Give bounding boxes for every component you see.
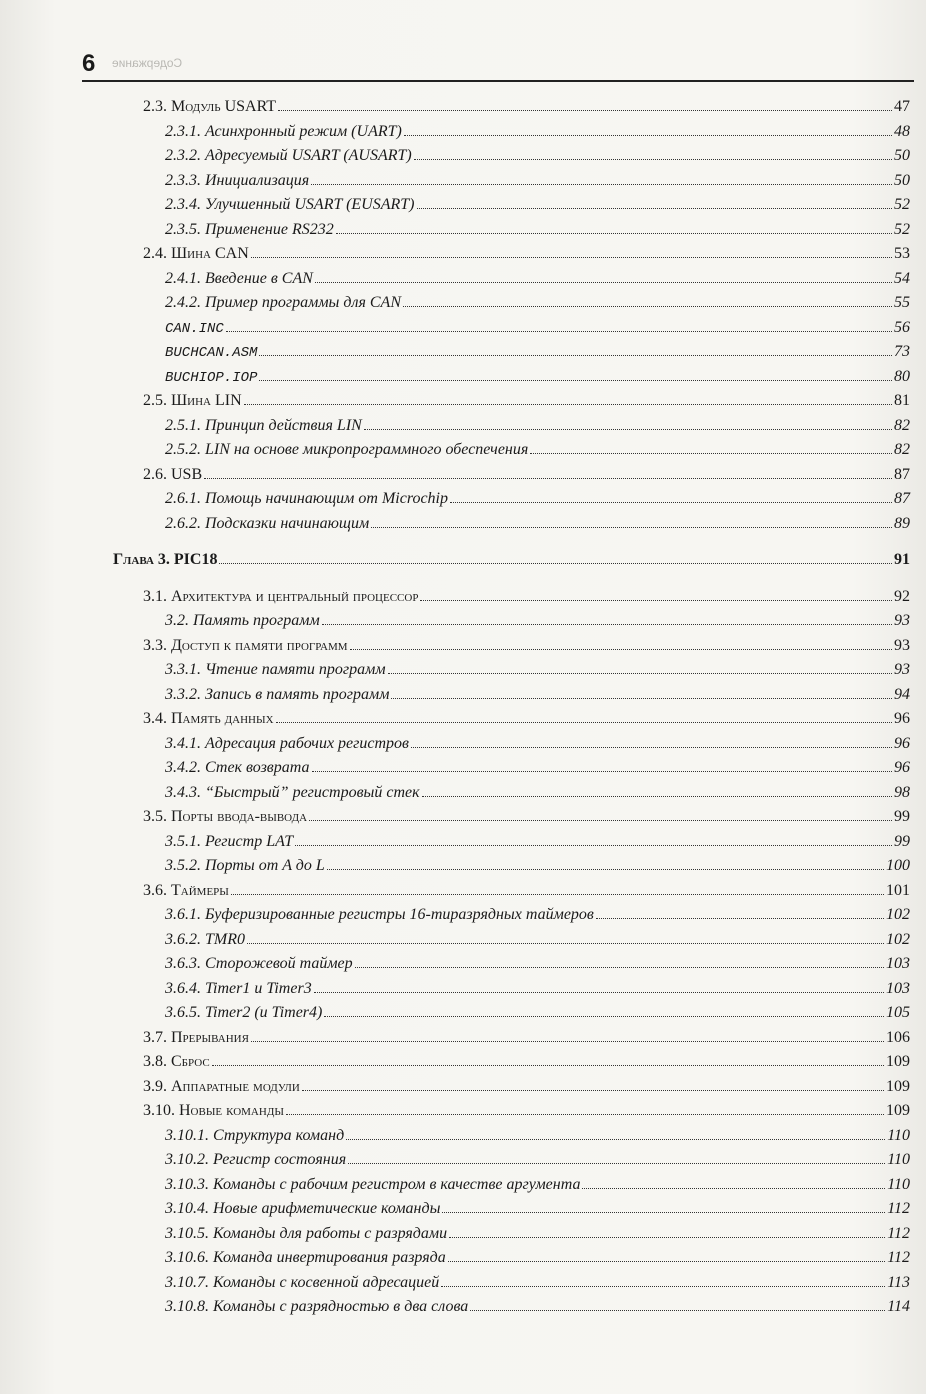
toc-entry[interactable] [113, 784, 910, 809]
toc-entry-page: 94 [894, 685, 910, 703]
toc-entry[interactable] [113, 686, 910, 711]
toc-entry-page: 112 [887, 1249, 910, 1266]
toc-entry-page: 99 [894, 832, 910, 850]
toc-entry[interactable] [113, 637, 910, 662]
toc-entry-page: 103 [886, 979, 910, 997]
dot-leader [311, 184, 892, 185]
toc-entry-page: 52 [894, 220, 910, 238]
toc-entry-title: 3.3. Доступ к памяти программ [143, 636, 348, 654]
toc-entry-title: 3.5.1. Регистр LAT [165, 832, 294, 850]
toc-entry-page: 110 [887, 1126, 910, 1144]
dot-leader [324, 1016, 884, 1017]
dot-leader [322, 624, 892, 625]
dot-leader [336, 233, 892, 234]
toc-entry[interactable] [113, 123, 910, 148]
dot-leader [355, 967, 884, 968]
dot-leader [470, 1310, 885, 1311]
toc-entry[interactable] [113, 490, 910, 515]
toc-entry-title: 2.3.4. Улучшенный USART (EUSART) [165, 196, 415, 213]
dot-leader [302, 1090, 884, 1091]
toc-entry-title: 2.3.2. Адресуемый USART (AUSART) [165, 147, 412, 164]
toc-entry-title: 2.4.1. Введение в CAN [165, 269, 313, 287]
toc-entry-title: 3.9. Аппаратные модули [143, 1077, 300, 1095]
toc-entry-page: 52 [894, 196, 910, 213]
toc-entry-page: 102 [886, 930, 910, 948]
toc-entry[interactable] [113, 1102, 910, 1127]
toc-entry-page: 93 [894, 661, 910, 678]
toc-entry-page: 56 [894, 318, 910, 336]
dot-leader [295, 845, 892, 846]
toc-entry[interactable] [113, 98, 910, 123]
toc-entry-title: 3.10. Новые команды [143, 1102, 284, 1119]
dot-leader [404, 135, 892, 136]
dot-leader [204, 478, 892, 479]
dot-leader [391, 698, 892, 699]
toc-entry[interactable] [113, 612, 910, 637]
toc-entry-page: 99 [894, 808, 910, 825]
toc-entry[interactable] [113, 515, 910, 540]
dot-leader [582, 1188, 885, 1189]
toc-entry[interactable] [113, 1029, 910, 1054]
toc-entry[interactable] [113, 1053, 910, 1078]
toc-entry[interactable] [113, 588, 910, 613]
dot-leader [422, 796, 892, 797]
toc-entry-title: 3.10.5. Команды для работы с разрядами [165, 1224, 448, 1242]
toc-entry[interactable] [113, 294, 910, 319]
toc-entry[interactable] [113, 759, 910, 784]
toc-entry[interactable] [113, 661, 910, 686]
toc-entry-page: 106 [886, 1028, 910, 1046]
toc-entry-title: 3.10.8. Команды с разрядностью в два слова [165, 1298, 469, 1315]
dot-leader [442, 1212, 885, 1213]
toc-entry-page: 82 [894, 416, 910, 434]
toc-entry-title: 3.4. Память данных [143, 710, 274, 727]
toc-entry-title: 2.5.1. Принцип действия LIN [165, 416, 362, 434]
toc-entry-page: 100 [886, 857, 910, 874]
toc-entry[interactable] [113, 368, 910, 393]
toc-entry[interactable] [113, 1176, 910, 1201]
toc-entry[interactable] [113, 955, 910, 980]
toc-entry-page: 105 [886, 1004, 910, 1021]
dot-leader [371, 527, 892, 528]
dot-leader [388, 673, 892, 674]
dot-leader [596, 918, 884, 919]
toc-entry[interactable] [113, 417, 910, 442]
toc-entry[interactable] [113, 1274, 910, 1299]
dot-leader [251, 257, 892, 258]
toc-entry[interactable] [113, 808, 910, 833]
toc-entry-title: 3.10.3. Команды с рабочим регистром в качестве аргумента [165, 1175, 581, 1193]
toc-entry-page: 87 [894, 465, 910, 483]
toc-entry-title: 3.4.1. Адресация рабочих регистров [165, 734, 409, 752]
toc-entry[interactable] [113, 196, 910, 221]
toc-entry-title: 3.8. Сброс [143, 1053, 210, 1070]
toc-entry-page: 112 [887, 1224, 910, 1242]
toc-entry-title: 3.4.3. “Быстрый” регистровый стек [165, 783, 420, 801]
dot-leader [449, 1237, 885, 1238]
header-rule [82, 80, 914, 82]
dot-leader [226, 331, 892, 332]
toc-entry[interactable] [113, 1298, 910, 1323]
toc-entry-title: 3.7. Прерывания [143, 1028, 249, 1046]
toc-entry-title: 2.3.1. Асинхронный режим (UART) [165, 122, 402, 140]
toc-entry[interactable] [113, 466, 910, 491]
toc-entry-page: 47 [894, 98, 910, 115]
toc-entry[interactable] [113, 1078, 910, 1103]
dot-leader [346, 1139, 885, 1140]
toc-entry-page: 91 [894, 551, 910, 568]
dot-leader [420, 600, 892, 601]
toc-entry-page: 102 [886, 906, 910, 923]
dot-leader [314, 992, 884, 993]
toc-entry-title: 3.2. Память программ [165, 612, 320, 629]
toc-entry-title: 3.6.5. Timer2 (и Timer4) [165, 1004, 323, 1021]
toc-entry-title: 3.5. Порты ввода-вывода [143, 808, 308, 825]
dot-leader [278, 110, 892, 111]
toc-entry[interactable] [113, 319, 910, 344]
toc-entry-title: 3.10.2. Регистр состояния [165, 1151, 347, 1168]
toc-entry[interactable] [113, 882, 910, 907]
dot-leader [259, 355, 892, 356]
toc-entry-page: 96 [894, 759, 910, 776]
toc-entry-title: 3.5.2. Порты от A до L [165, 857, 325, 874]
toc-entry-page: 50 [894, 147, 910, 164]
toc-entry-page: 101 [886, 881, 910, 899]
toc-entry-title: 2.3. Модуль USART [143, 98, 277, 115]
dot-leader [414, 159, 892, 160]
dot-leader [315, 282, 892, 283]
toc-entry-title: 3.10.4. Новые арифметические команды [165, 1200, 441, 1217]
toc-entry-title: 2.5.2. LIN на основе микропрограммного обеспечения [165, 441, 529, 458]
dot-leader [312, 771, 893, 772]
toc-entry-page: 98 [894, 783, 910, 801]
dot-leader [231, 894, 884, 895]
toc-entry-title: 2.4.2. Пример программы для CAN [165, 294, 401, 311]
toc-entry-page: 48 [894, 122, 910, 140]
toc-entry-page: 92 [894, 587, 910, 605]
toc-entry-title: 3.4.2. Стек возврата [165, 759, 310, 776]
running-head: Содержание [112, 56, 183, 70]
toc-entry-title: 3.10.7. Команды с косвенной адресацией [165, 1273, 440, 1291]
toc-entry-title: 3.6.1. Буферизированные регистры 16-тиразрядных таймеров [165, 906, 594, 923]
toc-entry-page: 93 [894, 612, 910, 629]
dot-leader [403, 306, 892, 307]
toc-entry-page: 96 [894, 734, 910, 752]
toc-entry[interactable] [113, 1004, 910, 1029]
page-number: 6 [82, 50, 96, 77]
toc-entry-page: 109 [886, 1102, 910, 1119]
page-header [82, 50, 912, 84]
toc-entry-title: 3.3.1. Чтение памяти программ [165, 661, 386, 678]
dot-leader [212, 1065, 884, 1066]
toc-entry[interactable] [113, 833, 910, 858]
dot-leader [276, 722, 892, 723]
toc-entry-page: 87 [894, 490, 910, 507]
toc-entry-title: 3.6. Таймеры [143, 881, 229, 899]
toc-entry-title: CAN.INC [165, 320, 224, 337]
toc-entry[interactable] [113, 172, 910, 197]
dot-leader [448, 1261, 885, 1262]
toc-entry-page: 82 [894, 441, 910, 458]
toc-entry-title: BUCHIOP.IOP [165, 369, 258, 386]
toc-entry[interactable] [113, 245, 910, 270]
dot-leader [251, 1041, 884, 1042]
dot-leader [348, 1163, 885, 1164]
toc-entry-page: 81 [894, 392, 910, 409]
toc-entry[interactable] [113, 441, 910, 466]
toc-entry[interactable] [113, 343, 910, 368]
toc-entry-title: 2.6.2. Подсказки начинающим [165, 514, 370, 532]
toc-entry-page: 114 [887, 1298, 910, 1315]
toc-entry[interactable] [113, 392, 910, 417]
toc-entry-page: 55 [894, 294, 910, 311]
toc-entry[interactable] [113, 710, 910, 735]
toc-entry[interactable] [113, 1225, 910, 1250]
dot-leader [450, 502, 892, 503]
toc-entry[interactable] [113, 221, 910, 246]
toc-entry[interactable] [113, 735, 910, 760]
toc-entry-page: 50 [894, 171, 910, 189]
table-of-contents [113, 98, 910, 1323]
toc-entry-title: 2.3.5. Применение RS232 [165, 220, 334, 238]
dot-leader [327, 869, 884, 870]
toc-entry-page: 110 [887, 1175, 910, 1193]
dot-leader [244, 404, 892, 405]
toc-entry-page: 109 [886, 1053, 910, 1070]
toc-entry-page: 112 [887, 1200, 910, 1217]
toc-entry-page: 54 [894, 269, 910, 287]
toc-entry-page: 80 [894, 367, 910, 385]
toc-entry-title: BUCHCAN.ASM [165, 345, 258, 361]
toc-entry-title: 3.10.6. Команда инвертирования разряда [165, 1249, 446, 1266]
toc-entry-title: 3.6.4. Timer1 и Timer3 [165, 979, 312, 997]
toc-entry-page: 109 [886, 1077, 910, 1095]
toc-entry-page: 110 [887, 1151, 910, 1168]
dot-leader [309, 820, 892, 821]
dot-leader [364, 429, 892, 430]
toc-entry-title: 3.10.1. Структура команд [165, 1126, 345, 1144]
toc-entry-title: 2.4. Шина CAN [143, 245, 249, 262]
toc-entry-page: 93 [894, 636, 910, 654]
dot-leader [411, 747, 892, 748]
toc-entry-page: 53 [894, 245, 910, 262]
toc-entry[interactable] [113, 1200, 910, 1225]
toc-entry-title: 2.6.1. Помощь начинающим от Microchip [165, 490, 448, 507]
toc-entry-title: 3.6.2. TMR0 [165, 930, 245, 948]
toc-entry[interactable] [113, 270, 910, 295]
toc-entry[interactable] [113, 857, 910, 882]
toc-entry-title: 3.3.2. Запись в память программ [165, 685, 390, 703]
toc-chapter-row[interactable] [113, 551, 910, 576]
dot-leader [530, 453, 892, 454]
toc-entry-title: 3.6.3. Сторожевой таймер [165, 955, 353, 972]
dot-leader [286, 1114, 884, 1115]
toc-entry-title: 3.1. Архитектура и центральный процессор [143, 587, 419, 605]
toc-entry-page: 103 [886, 955, 910, 972]
toc-entry[interactable] [113, 1249, 910, 1274]
dot-leader [441, 1286, 885, 1287]
toc-entry-title: 2.3.3. Инициализация [165, 171, 310, 189]
dot-leader [259, 380, 892, 381]
toc-entry-title: 2.6. USB [143, 465, 203, 483]
toc-entry-page: 113 [887, 1273, 910, 1291]
dot-leader [417, 208, 893, 209]
toc-entry[interactable] [113, 980, 910, 1005]
toc-entry-title: 2.5. Шина LIN [143, 392, 242, 409]
toc-entry-title: Глава 3. PIC18 [113, 551, 218, 568]
toc-entry[interactable] [113, 931, 910, 956]
dot-leader [247, 943, 884, 944]
toc-entry-page: 89 [894, 514, 910, 532]
toc-entry-page: 73 [894, 343, 910, 360]
toc-entry[interactable] [113, 906, 910, 931]
toc-entry[interactable] [113, 147, 910, 172]
toc-entry-page: 96 [894, 710, 910, 727]
dot-leader [350, 649, 892, 650]
toc-entry[interactable] [113, 1151, 910, 1176]
dot-leader [219, 563, 892, 564]
toc-entry[interactable] [113, 1127, 910, 1152]
